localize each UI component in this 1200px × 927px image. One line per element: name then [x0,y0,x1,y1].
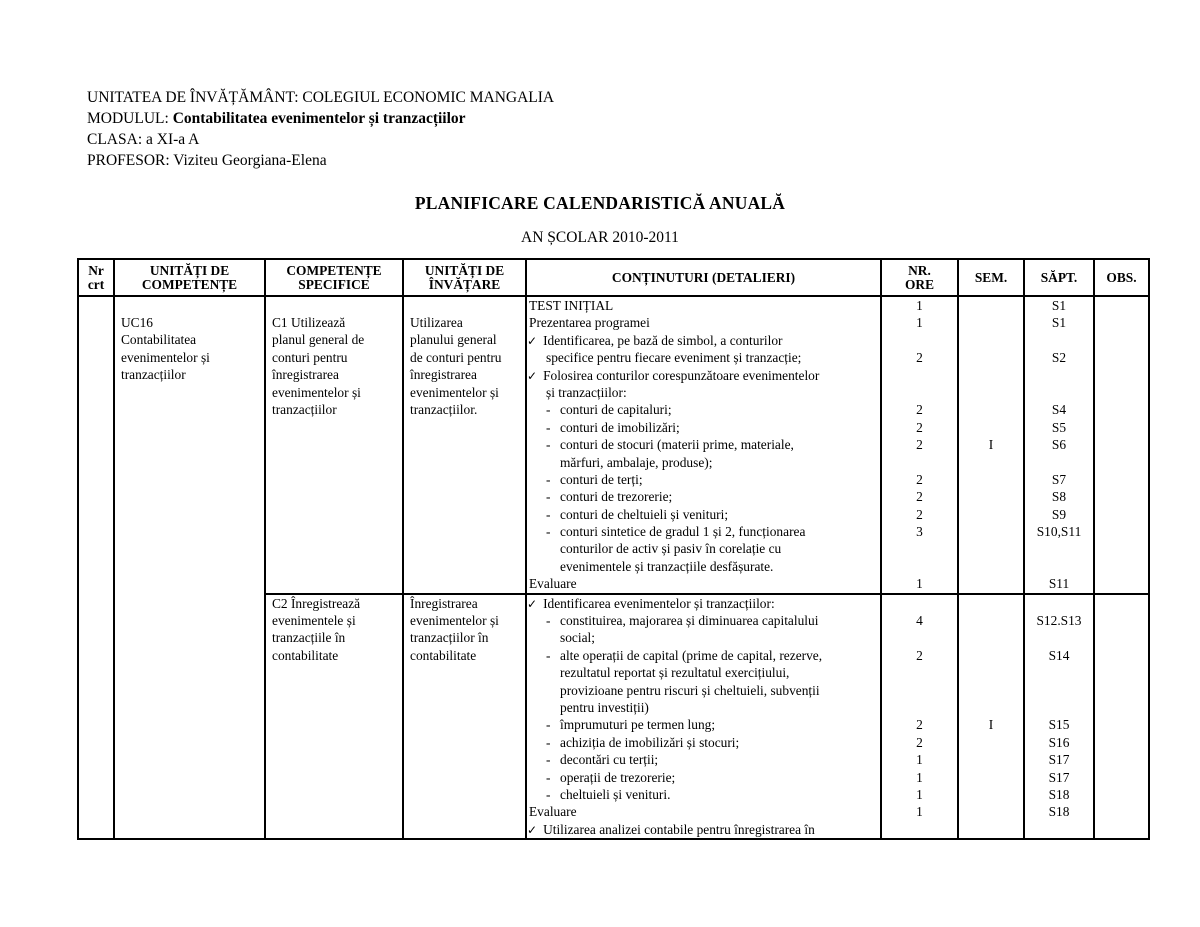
week-value: S18 [1048,786,1070,802]
cell-line: de conturi pentru [410,349,502,365]
sem-value [959,454,1023,471]
content-line: - împrumuturi pe termen lung; [527,716,880,733]
week-cell [1024,594,1094,839]
cell-line: contabilitate [272,647,339,663]
week-value [1025,558,1093,575]
sem-value [959,401,1023,418]
observations-cell [1094,594,1149,839]
hours-value [882,454,957,471]
hours-value: 2 [916,734,923,750]
school-year: AN ȘCOLAR 2010-2011 [521,229,679,246]
planning-table [77,258,1150,840]
sem-value [959,471,1023,488]
school-name: COLEGIUL ECONOMIC MANGALIA [302,89,555,106]
class-line: CLASA: a XI-a A [87,131,200,148]
sem-value [959,575,1023,592]
sem-value [959,734,1023,751]
content-line: provizioane pentru riscuri și cheltuieli, subvenții [560,682,820,698]
hours-cell [881,296,958,594]
hours-value: 3 [916,524,923,540]
week-value: S16 [1048,734,1070,750]
week-value: S8 [1051,489,1067,505]
sem-value [959,384,1023,401]
cell-line: evenimentelor și [272,384,361,400]
content-line: - conturi sintetice de gradul 1 și 2, funcționarea [527,523,880,540]
hours-value [882,332,957,349]
week-value [1025,367,1093,384]
learning-unit-cell [403,296,526,594]
cell-line: evenimentelor și [410,613,499,629]
hours-value: 2 [916,489,923,505]
cell-line: planului general [410,332,497,348]
header-semester: SEM. [958,259,1024,296]
week-value [1025,682,1093,699]
content-line: - operații de trezorerie; [527,769,880,786]
contents-cell [526,594,881,839]
content-line: ✓ Folosirea conturilor corespunzătoare evenimentelor [527,367,880,384]
week-value: S2 [1051,350,1067,366]
content-line: - constituirea, majorarea și diminuarea capitalului [527,612,880,629]
content-line: Evaluare [529,576,577,592]
hours-value [882,367,957,384]
week-value: S17 [1048,769,1070,785]
sem-value [959,367,1023,384]
hours-value: 2 [916,350,923,366]
cell-line: C2 Înregistrează [272,595,361,611]
content-line: și tranzacțiilor: [546,384,627,400]
header-specific-competences: COMPETENȚE SPECIFICE [265,259,403,296]
hours-value: 1 [916,786,923,802]
hours-value [882,384,957,401]
hours-value: 4 [916,613,923,629]
cell-line: Înregistrarea [410,595,478,611]
header-learning-units: UNITĂȚI DE ÎNVĂȚARE [403,259,526,296]
hours-value: 2 [916,419,923,435]
sem-value [959,297,1023,314]
hours-value [882,595,957,612]
hours-value: 1 [916,804,923,820]
week-value: S9 [1051,506,1067,522]
content-line: ✓ Utilizarea analizei contabile pentru înregistrarea în [527,821,880,838]
cell-line: Contabilitatea [121,332,197,348]
content-line: rezultatul reportat și rezultatul exercițiului, [560,665,790,681]
cell-line: conturi pentru [272,349,348,365]
content-line: TEST INIȚIAL [529,298,614,313]
week-value [1025,699,1093,716]
cell-line: tranzacțiile în [272,630,346,646]
cell-line: înregistrarea [410,367,477,383]
week-value: S5 [1051,419,1067,435]
hours-value: 1 [916,576,923,592]
week-value: S11 [1048,576,1070,592]
content-line: - decontări cu terții; [527,751,880,768]
hours-value: 1 [916,769,923,785]
sem-value [959,769,1023,786]
week-value [1025,384,1093,401]
week-value [1025,664,1093,681]
cell-line: evenimentele și [272,613,356,629]
contents-cell [526,296,881,594]
module-name: Contabilitatea evenimentelor și tranzacțiilor [172,110,466,127]
teacher-line: PROFESOR: Viziteu Georgiana-Elena [87,152,327,169]
sem-value [959,699,1023,716]
cell-line: tranzacțiilor. [410,402,478,418]
class-name: a XI-a A [146,131,200,148]
nr-cell [78,296,114,839]
header-contents: CONȚINUTURI (DETALIERI) [526,259,881,296]
cell-line: contabilitate [410,647,477,663]
cell-line: UC16 [121,315,153,330]
week-value [1025,540,1093,557]
sem-value [959,647,1023,664]
sem-value [959,786,1023,803]
week-value: S6 [1051,437,1067,453]
content-line: - conturi de stocuri (materii prime, materiale, [527,436,880,453]
content-line: - conturi de capitaluri; [527,401,880,418]
content-line: Evaluare [529,804,577,820]
content-line: conturilor de activ și pasiv în corelație cu [560,541,782,557]
hours-value: 2 [916,647,923,663]
week-value [1025,629,1093,646]
hours-value [882,699,957,716]
cell-line: tranzacțiilor [272,402,337,418]
table-header-row [78,259,1149,296]
week-value: S12.S13 [1036,613,1082,629]
sem-value: I [988,437,994,453]
observations-cell [1094,296,1149,594]
header-hours: NR. ORE [881,259,958,296]
learning-unit-cell [403,594,526,839]
content-line: - achiziția de imobilizări și stocuri; [527,734,880,751]
sem-value [959,540,1023,557]
hours-value [882,629,957,646]
cell-line: tranzacțiilor [121,367,186,383]
specific-competence-cell [265,594,403,839]
week-value: S18 [1048,804,1070,820]
document-header [87,87,554,171]
content-line: - conturi de imobilizări; [527,419,880,436]
week-value [1025,595,1093,612]
sem-value [959,595,1023,612]
specific-competence-cell [265,296,403,594]
cell-line: C1 Utilizează [272,315,346,330]
sem-value [959,419,1023,436]
sem-value [959,488,1023,505]
cell-line: înregistrarea [272,367,339,383]
hours-value: 2 [916,402,923,418]
cell-line: evenimentelor și [410,384,499,400]
hours-value: 1 [916,752,923,768]
content-line: evenimentele și tranzacțiile desfășurate. [560,558,774,574]
unit-competence-cell [114,296,265,839]
week-value: S1 [1051,315,1067,331]
semester-cell [958,296,1024,594]
sem-value [959,332,1023,349]
cell-line: Utilizarea [410,315,463,330]
hours-value: 2 [916,437,923,453]
sem-value [959,314,1023,331]
hours-value [882,558,957,575]
header-week: SĂPT. [1024,259,1094,296]
document-title: PLANIFICARE CALENDARISTICĂ ANUALĂ [414,193,786,213]
sem-value [959,821,1023,838]
sem-value [959,629,1023,646]
table-row [78,296,1149,594]
content-line: ✓ Identificarea, pe bază de simbol, a conturilor [527,332,880,349]
teacher-name: Viziteu Georgiana-Elena [173,152,327,169]
week-value: S14 [1048,647,1070,663]
week-value [1025,454,1093,471]
content-line: specifice pentru fiecare eveniment și tranzacție; [546,350,802,366]
week-value [1025,821,1093,838]
week-cell [1024,296,1094,594]
content-line: Prezentarea programei [529,315,650,331]
content-line: pentru investiții) [560,699,649,715]
hours-value [882,682,957,699]
hours-value: 2 [916,471,923,487]
hours-value: 2 [916,717,923,733]
content-line: ✓ Identificarea evenimentelor și tranzacțiilor: [527,595,880,612]
sem-value [959,664,1023,681]
sem-value [959,751,1023,768]
header-observations: OBS. [1094,259,1149,296]
week-value: S4 [1051,402,1067,418]
cell-line: planul general de [272,332,365,348]
hours-value [882,540,957,557]
content-line: - conturi de trezorerie; [527,488,880,505]
week-value: S7 [1051,471,1067,487]
sem-value [959,803,1023,820]
hours-value [882,664,957,681]
hours-value: 2 [916,506,923,522]
week-value [1025,332,1093,349]
school-unit-line: UNITATEA DE ÎNVĂȚĂMÂNT: COLEGIUL ECONOMIC MANGALIA [87,89,555,106]
sem-value [959,523,1023,540]
module-line: MODULUL: Contabilitatea evenimentelor și tranzacțiilor [87,110,466,127]
header-nr: Nr crt [78,259,114,296]
sem-value [959,506,1023,523]
sem-value [959,682,1023,699]
week-value: S10,S11 [1036,524,1082,540]
sem-value [959,558,1023,575]
content-line: - alte operații de capital (prime de capital, rezerve, [527,647,880,664]
semester-cell [958,594,1024,839]
content-line: social; [560,630,595,646]
hours-cell [881,594,958,839]
sem-value [959,612,1023,629]
content-line: - cheltuieli și venituri. [527,786,880,803]
content-line: - conturi de terți; [527,471,880,488]
header-unit-competences: UNITĂȚI DE COMPETENȚE [114,259,265,296]
hours-value: 1 [916,298,923,313]
cell-line: evenimentelor și [121,349,210,365]
hours-value [882,821,957,838]
week-value: S15 [1048,717,1070,733]
sem-value: I [988,717,994,733]
content-line: - conturi de cheltuieli și venituri; [527,506,880,523]
week-value: S1 [1051,298,1067,313]
cell-line: tranzacțiilor în [410,630,489,646]
content-line: mărfuri, ambalaje, produse); [560,454,713,470]
week-value: S17 [1048,752,1070,768]
sem-value [959,349,1023,366]
hours-value: 1 [916,315,923,331]
